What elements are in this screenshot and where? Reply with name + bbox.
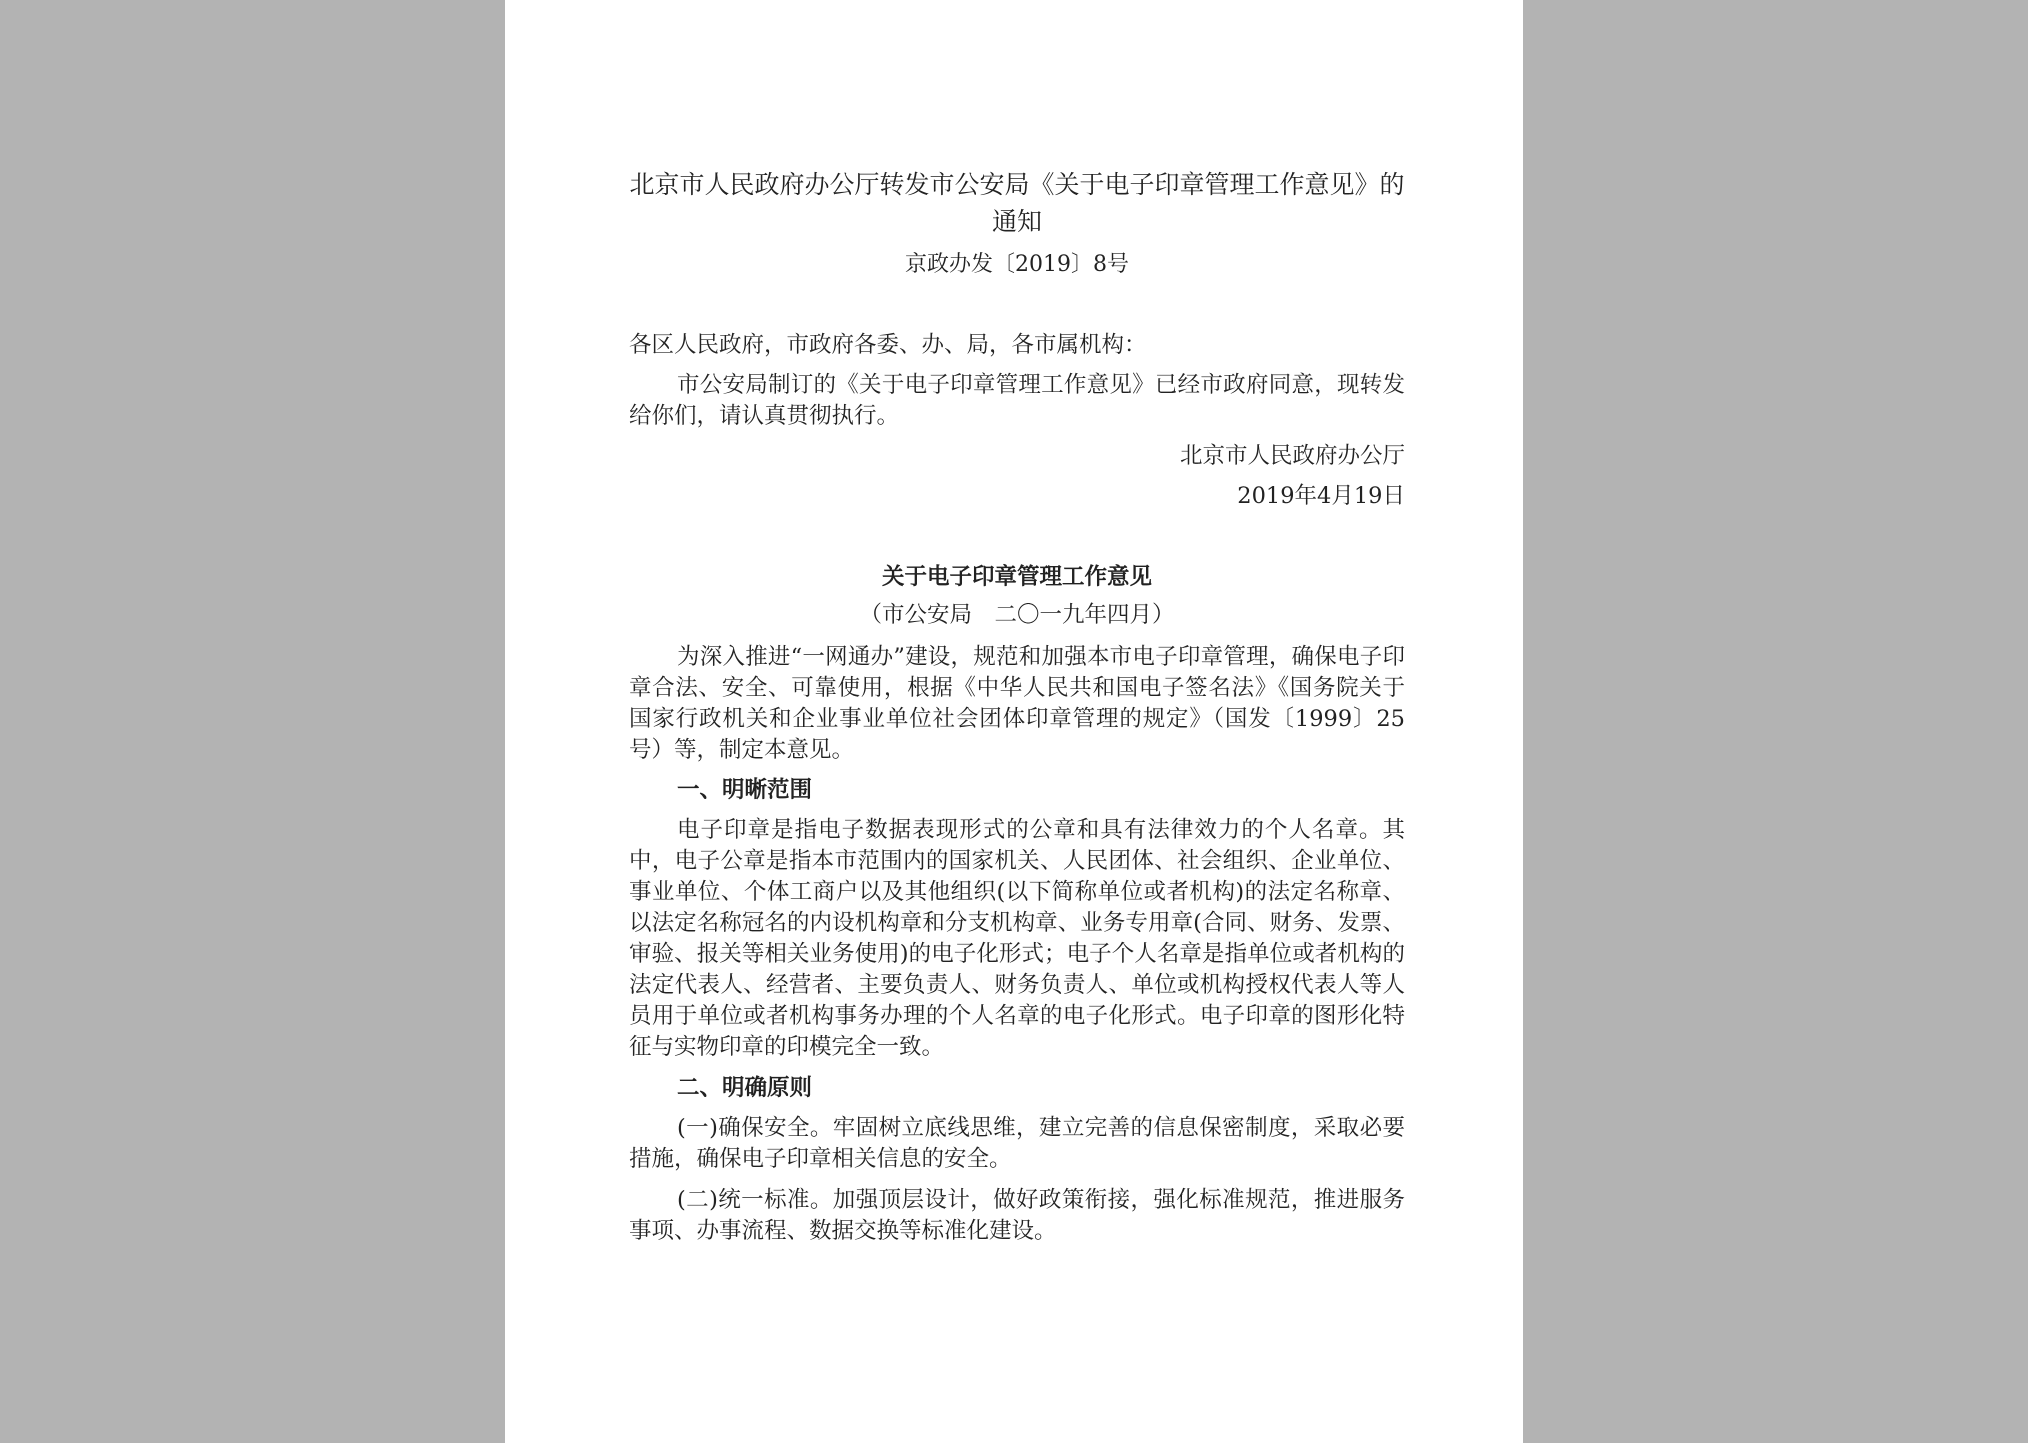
section-heading-scope: 一、明晰范围 [677,777,813,803]
principle-security: (一)确保安全。牢固树立底线思维，建立完善的信息保密制度，采取必要措施，确保电子印章相关信息的安全。 [629,1115,1405,1172]
notice-body: 市公安局制订的《关于电子印章管理工作意见》已经市政府同意，现转发给你们，请认真贯彻执行。 [629,372,1405,429]
section-heading-principles: 二、明确原则 [677,1075,813,1101]
signature-organization: 北京市人民政府办公厅 [1179,443,1405,469]
opinion-subtitle: （市公安局 二〇一九年四月） [859,602,1175,628]
document-number: 京政办发〔2019〕8号 [905,252,1129,277]
opinion-title: 关于电子印章管理工作意见 [881,564,1152,590]
principle-standards: (二)统一标准。加强顶层设计，做好政策衔接，强化标准规范，推进服务事项、办事流程、数据交换等标准化建设。 [629,1187,1405,1244]
section-body-scope: 电子印章是指电子数据表现形式的公章和具有法律效力的个人名章。其中，电子公章是指本市范围内的国家机关、人民团体、社会组织、企业单位、事业单位、个体工商户以及其他组织(以下简称单位或者机构)的法定名称章、以法定名称冠名的内设机构章和分支机构章、业务专用章(合同、财务、发票、审验、报关等相关业务使用)的电子化形式；电子个人名章是指单位或者机构的法定代表人、经营者、主要负责人、财务负责人、单位或机构授权代表人等人员用于单位或者机构事务办理的个人名章的电子化形式。电子印章的图形化特征与实物印章的印模完全一致。 [629,817,1405,1060]
opinion-intro: 为深入推进“一网通办”建设，规范和加强本市电子印章管理，确保电子印章合法、安全、可靠使用，根据《中华人民共和国电子签名法》《国务院关于国家行政机关和企业事业单位社会团体印章管理的规定》（国发〔1999〕25号）等，制定本意见。 [629,644,1405,763]
signature-date: 2019年4月19日 [1237,483,1405,509]
document-title: 北京市人民政府办公厅转发市公安局《关于电子印章管理工作意见》的通知 [629,170,1405,236]
document-page [505,0,1523,1443]
notice-salutation: 各区人民政府，市政府各委、办、局，各市属机构： [629,332,1147,358]
